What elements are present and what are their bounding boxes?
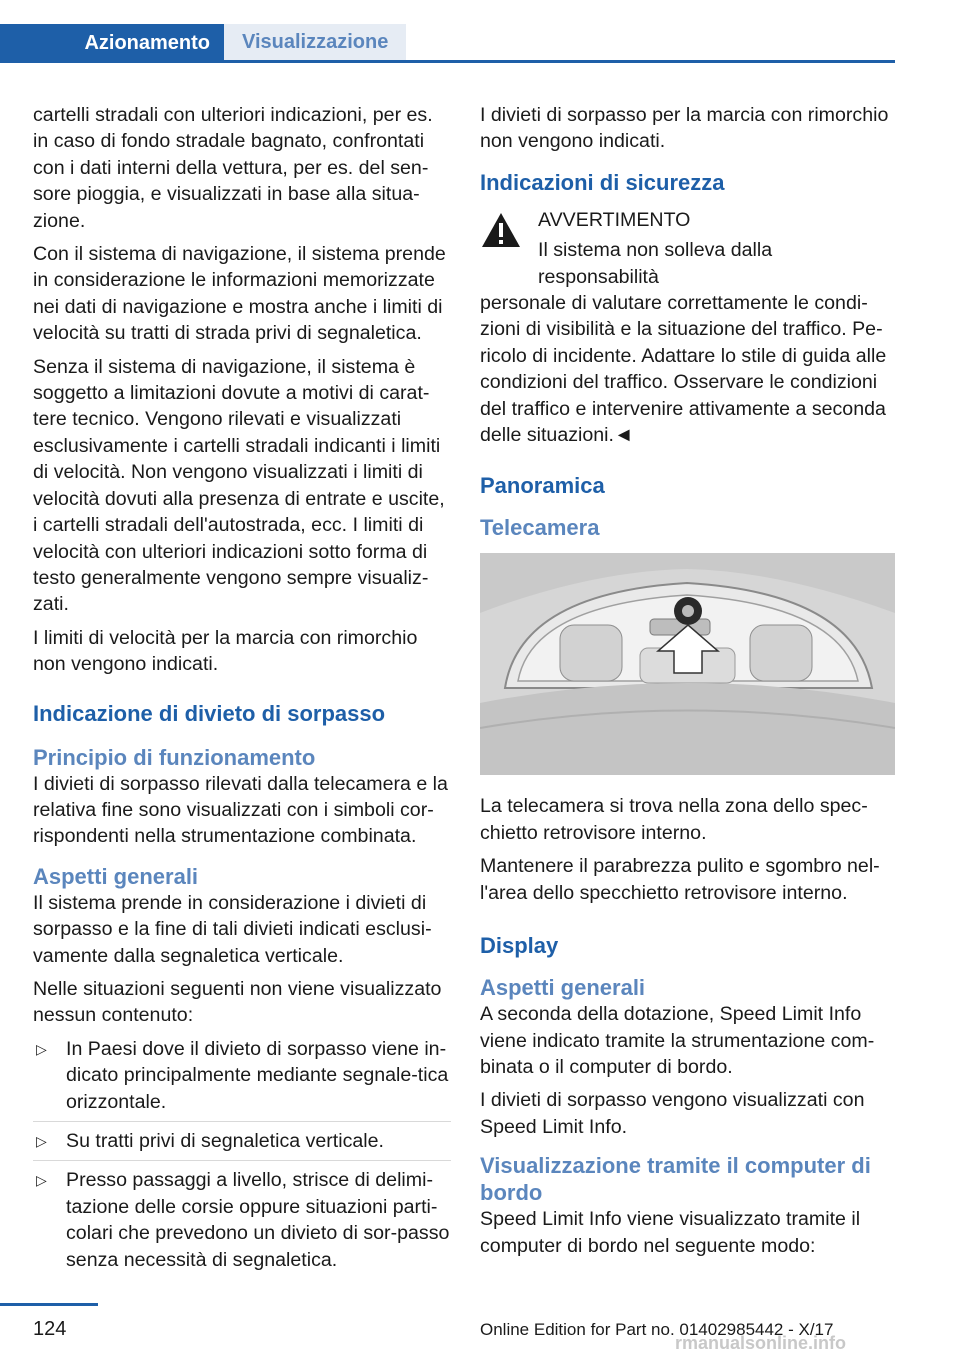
paragraph: A seconda della dotazione, Speed Limit Info viene indicato tramite la strumentazione com-binata o il computer di bordo. bbox=[480, 1003, 875, 1078]
warning-triangle-icon bbox=[480, 211, 522, 249]
paragraph: I divieti di sorpasso rilevati dalla telecamera e la relativa fine sono visualizzati con i simboli cor-rispondenti nella strumentazione combinata. bbox=[33, 772, 448, 848]
heading-telecamera: Telecamera bbox=[480, 515, 600, 541]
heading-divieto-sorpasso: Indicazione di divieto di sorpasso bbox=[33, 700, 386, 726]
paragraph: cartelli stradali con ulteriori indicazioni, per es. in caso di fondo stradale bagnato, confrontati con i dati interni della vettura, per es. del sen-sore pioggia, e visualizzati in base alla situa-zione. bbox=[33, 104, 433, 232]
list-item bbox=[33, 1036, 451, 1122]
paragraph: Mantenere il parabrezza pulito e sgombro nel-l'area dello specchietto retrovisore interno. bbox=[480, 855, 880, 904]
warning-block bbox=[480, 207, 895, 449]
page-number: 124 bbox=[33, 1318, 67, 1340]
tab-azionamento[interactable]: Azionamento bbox=[0, 24, 224, 62]
car-interior-image bbox=[480, 553, 895, 775]
paragraph: I divieti di sorpasso vengono visualizzati con Speed Limit Info. bbox=[480, 1089, 865, 1138]
warning-text: personale di valutare correttamente le condi-zioni di visibilità e la situazione del traffico. Pe-ricolo di incidente. Adattare lo stile di guida alle condizioni del traffico. Osservare le condizioni del traffico e intervenire attivamente a seconda delle situazioni.◄ bbox=[480, 292, 887, 447]
triangle-right-icon: ▷ bbox=[36, 1133, 47, 1149]
tab-visualizzazione[interactable]: Visualizzazione bbox=[224, 24, 406, 60]
warning-title: AVVERTIMENTO bbox=[538, 208, 691, 231]
list-item-text: Su tratti privi di segnaletica verticale. bbox=[66, 1130, 384, 1152]
warning-text-first: Il sistema non solleva dalla responsabilità bbox=[538, 239, 773, 288]
heading-sicurezza: Indicazioni di sicurezza bbox=[480, 169, 725, 195]
watermark: rmanualsonline.info bbox=[675, 1333, 847, 1353]
footer-rule bbox=[0, 1303, 98, 1306]
camera-illustration bbox=[480, 553, 895, 775]
heading-panoramica: Panoramica bbox=[480, 473, 605, 499]
paragraph: Speed Limit Info viene visualizzato tramite il computer di bordo nel seguente modo: bbox=[480, 1208, 861, 1257]
situations-list bbox=[33, 1036, 451, 1279]
heading-aspetti-generali: Aspetti generali bbox=[480, 975, 646, 1001]
paragraph: Senza il sistema di navigazione, il sistema è soggetto a limitazioni dovute a motivi di carat-tere tecnico. Vengono rilevati e visualizzati esclusivamente i cartelli stradali indicanti i limiti di velocità. Non vengono visualizzati i limiti di velocità dovuti alla presenza di entrate e uscite, i cartelli stradali dell'autostrada, ecc. I limiti di velocità con ulteriori indicazioni sotto forma di testo generalmente vengono sempre visualiz-zati. bbox=[33, 355, 445, 616]
header-tabs bbox=[0, 24, 895, 62]
edition-text: Online Edition for Part no. 01402985442 - X/17 bbox=[480, 1320, 834, 1339]
heading-display: Display bbox=[480, 933, 559, 959]
heading-computer-di-bordo: Visualizzazione tramite il computer di bordo bbox=[480, 1153, 871, 1206]
heading-aspetti-generali: Aspetti generali bbox=[33, 863, 199, 889]
paragraph: I divieti di sorpasso per la marcia con rimorchio non vengono indicati. bbox=[480, 104, 889, 153]
triangle-right-icon: ▷ bbox=[36, 1040, 47, 1057]
paragraph: La telecamera si trova nella zona dello spec-chietto retrovisore interno. bbox=[480, 795, 868, 844]
list-item-text: In Paesi dove il divieto di sorpasso viene in-dicato principalmente mediante segnale-tica orizzontale. bbox=[66, 1037, 449, 1113]
paragraph: Con il sistema di navigazione, il sistema prende in considerazione le informazioni memorizzate nei dati di navigazione e mostra anche i limiti di velocità su tratti di strada privi di segnaletica. bbox=[33, 243, 446, 345]
list-item-text: Presso passaggi a livello, strisce di delimi-tazione delle corsie oppure situazioni parti-colari che prevedono un divieto di sor-passo senza necessità di segnaletica. bbox=[66, 1169, 450, 1271]
paragraph: I limiti di velocità per la marcia con rimorchio non vengono indicati. bbox=[33, 626, 418, 676]
list-item bbox=[33, 1167, 451, 1279]
right-column bbox=[480, 102, 895, 1266]
left-column bbox=[33, 102, 451, 1285]
paragraph: Nelle situazioni seguenti non viene visualizzato nessun contenuto: bbox=[33, 977, 442, 1027]
paragraph: Il sistema prende in considerazione i divieti di sorpasso e la fine di tali divieti indicati esclusi-vamente dalla segnaletica verticale. bbox=[33, 891, 432, 967]
list-item bbox=[33, 1128, 451, 1161]
heading-principio: Principio di funzionamento bbox=[33, 744, 316, 770]
triangle-right-icon: ▷ bbox=[36, 1172, 47, 1189]
